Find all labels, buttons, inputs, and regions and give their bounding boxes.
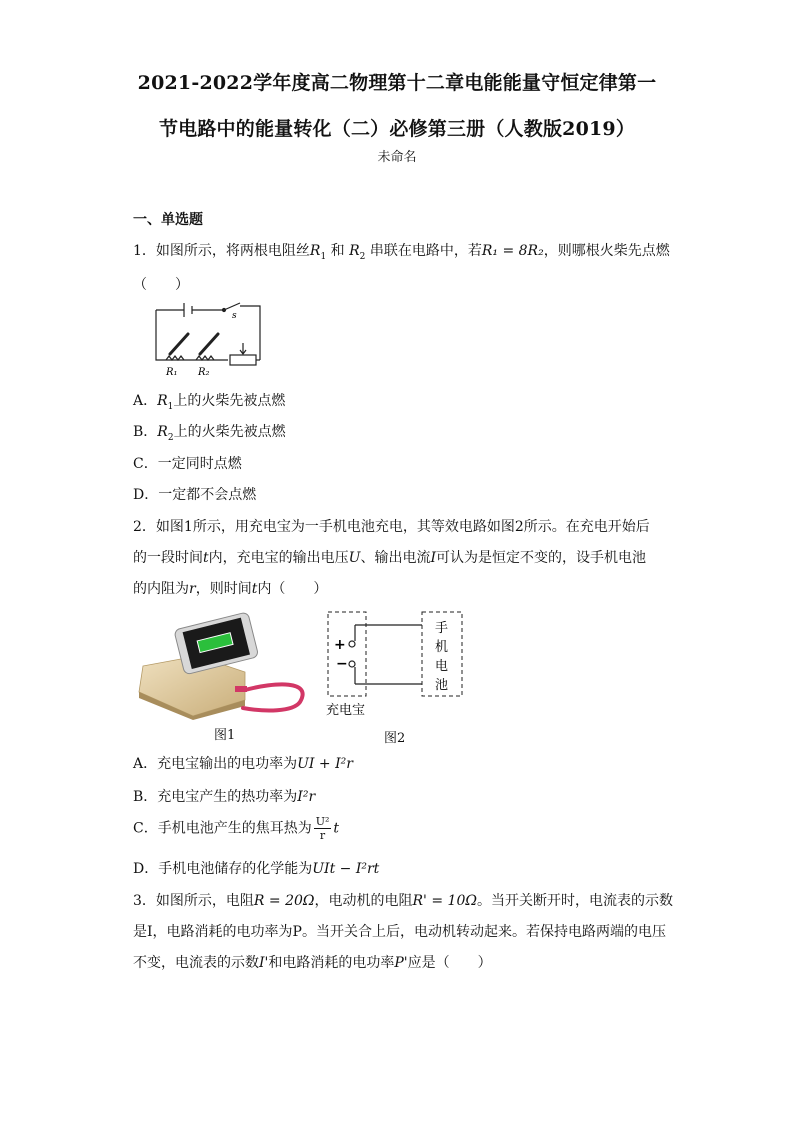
q1-stem-a: 1．如图所示，将两根电阻丝 <box>133 243 310 259</box>
q3-line1-c: ，电动机的电阻 <box>314 893 413 909</box>
q1-option-a-letter: A． <box>133 393 158 409</box>
q2-fig2-bank-label: 充电宝 <box>326 703 366 718</box>
q1-paren: （ ） <box>133 277 189 293</box>
q1-option-d-letter: D． <box>133 487 159 503</box>
q2-r: r <box>189 581 196 597</box>
q2-line2-d: 可认为是恒定不变的，设手机电池 <box>435 550 646 566</box>
q1-stem <box>133 240 670 262</box>
q1-r2-sub: 2 <box>359 251 366 262</box>
q1-r1: R <box>309 243 321 259</box>
q2-line-3 <box>133 578 327 598</box>
q3-I-prime: I' <box>259 955 269 971</box>
q1-and: 和 <box>330 243 345 259</box>
q3-line1-d: R' = 10Ω <box>412 893 477 909</box>
q1-option-a <box>133 390 285 412</box>
q1-stem-b: 串联在电路中，若 <box>369 243 482 259</box>
q3-line3-b: 和电路消耗的电功率 <box>268 955 395 971</box>
q1-option-d <box>133 484 256 504</box>
section-heading: 一、单选题 <box>133 212 203 228</box>
q2-option-b-text: 充电宝产生的热功率为 <box>157 789 298 805</box>
q3-line-3 <box>133 952 492 972</box>
q1-option-c-letter: C． <box>133 456 158 472</box>
q2-option-c <box>133 815 339 842</box>
q3-line3-c: 应是（ ） <box>407 955 492 971</box>
q2-t2: t <box>251 581 258 597</box>
q2-line-1: 2．如图1所示，用充电宝为一手机电池充电，其等效电路如图2所示。在充电开始后 <box>133 519 650 535</box>
q3-line1-e: 。当开关断开时，电流表的示数 <box>476 893 673 909</box>
q1-option-b-text: 上的火柴先被点燃 <box>173 424 286 440</box>
q2-option-b-letter: B． <box>133 789 158 805</box>
q2-fig2-battery-char-1: 手 <box>435 621 449 636</box>
q1-option-b <box>133 421 286 443</box>
q2-fig2-battery-char-2: 机 <box>435 640 449 655</box>
q3-line-2: 是I，电路消耗的电功率为P。当开关合上后，电动机转动起来。若保持电路两端的电压 <box>133 924 666 940</box>
q1-r1-sub: 1 <box>320 251 327 262</box>
q2-option-d-expr: UIt − I²rt <box>312 861 380 877</box>
q1-fig-r2-label: R₂ <box>198 367 210 378</box>
q2-line3-c: 内（ ） <box>257 581 328 597</box>
q2-line3-b: ，则时间 <box>195 581 252 597</box>
q2-option-a-letter: A． <box>133 756 158 772</box>
q1-option-a-sym: R <box>157 393 168 409</box>
q2-option-c-num: U² <box>315 815 330 828</box>
q2-fig2-battery-char-3: 电 <box>435 659 449 674</box>
q2-option-b-expr: I²r <box>297 789 316 805</box>
q1-stem-c: ，则哪根火柴先点燃 <box>543 243 670 259</box>
q1-r2: R <box>349 243 360 259</box>
q1-circuit-diagram <box>148 298 268 378</box>
q2-I: I <box>430 550 436 566</box>
q1-fig-r1-label: R₁ <box>166 367 178 378</box>
q1-option-b-sym: R <box>157 424 168 440</box>
q2-option-a-expr: UI + I²r <box>297 756 353 772</box>
q2-option-c-fraction <box>314 815 332 842</box>
q1-equation: R₁ = 8R₂ <box>481 243 544 259</box>
q1-option-c <box>133 453 242 473</box>
q2-figure-1-photo <box>135 612 310 722</box>
q2-t: t <box>203 550 209 566</box>
q2-line3-a: 的内阻为 <box>133 581 189 597</box>
q1-option-a-sub: 1 <box>167 401 174 412</box>
document-subtitle: 未命名 <box>377 150 417 165</box>
q1-option-b-sub: 2 <box>167 432 174 443</box>
q2-figure-2-circuit <box>324 608 469 728</box>
q1-option-c-text: 一定同时点燃 <box>157 456 242 472</box>
q1-option-d-text: 一定都不会点燃 <box>158 487 257 503</box>
q1-option-b-letter: B． <box>133 424 158 440</box>
q2-line-2 <box>133 547 646 567</box>
q3-line1-a: 3．如图所示，电阻 <box>133 893 254 909</box>
q2-option-a-text: 充电宝输出的电功率为 <box>157 756 298 772</box>
document-title-line-1: 2021-2022学年度高二物理第十二章电能能量守恒定律第一 <box>137 72 657 94</box>
q2-line2-a: 的一段时间 <box>133 550 203 566</box>
q3-line1-b: R = 20Ω <box>253 893 315 909</box>
q2-option-c-text: 手机电池产生的焦耳热为 <box>157 820 312 837</box>
q3-line3-a: 不变，电流表的示数 <box>133 955 259 971</box>
q2-U: U <box>348 550 361 566</box>
q2-option-d-text: 手机电池储存的化学能为 <box>158 861 313 877</box>
q2-option-d <box>133 858 379 878</box>
q2-fig2-minus: − <box>336 656 348 672</box>
q2-option-b <box>133 786 315 806</box>
q2-option-a <box>133 753 353 773</box>
q3-line-1 <box>133 890 673 910</box>
q2-fig2-plus: + <box>334 637 346 653</box>
q2-fig1-caption: 图1 <box>214 728 236 743</box>
q1-option-a-text: 上的火柴先被点燃 <box>173 393 286 409</box>
q2-option-c-den: r <box>319 829 326 842</box>
q2-option-c-letter: C． <box>133 820 158 837</box>
q2-fig2-caption: 图2 <box>384 731 406 746</box>
q1-switch-label: s <box>232 311 237 321</box>
q2-fig2-battery-char-4: 池 <box>435 678 449 693</box>
q2-line2-b: 内，充电宝的输出电压 <box>208 550 349 566</box>
q2-line2-c: 、输出电流 <box>360 550 431 566</box>
q2-option-d-letter: D． <box>133 861 159 877</box>
document-title-line-2: 节电路中的能量转化（二）必修第三册（人教版2019） <box>158 118 636 140</box>
q3-P-prime: P' <box>394 955 408 971</box>
q2-option-c-tail: t <box>333 820 340 837</box>
